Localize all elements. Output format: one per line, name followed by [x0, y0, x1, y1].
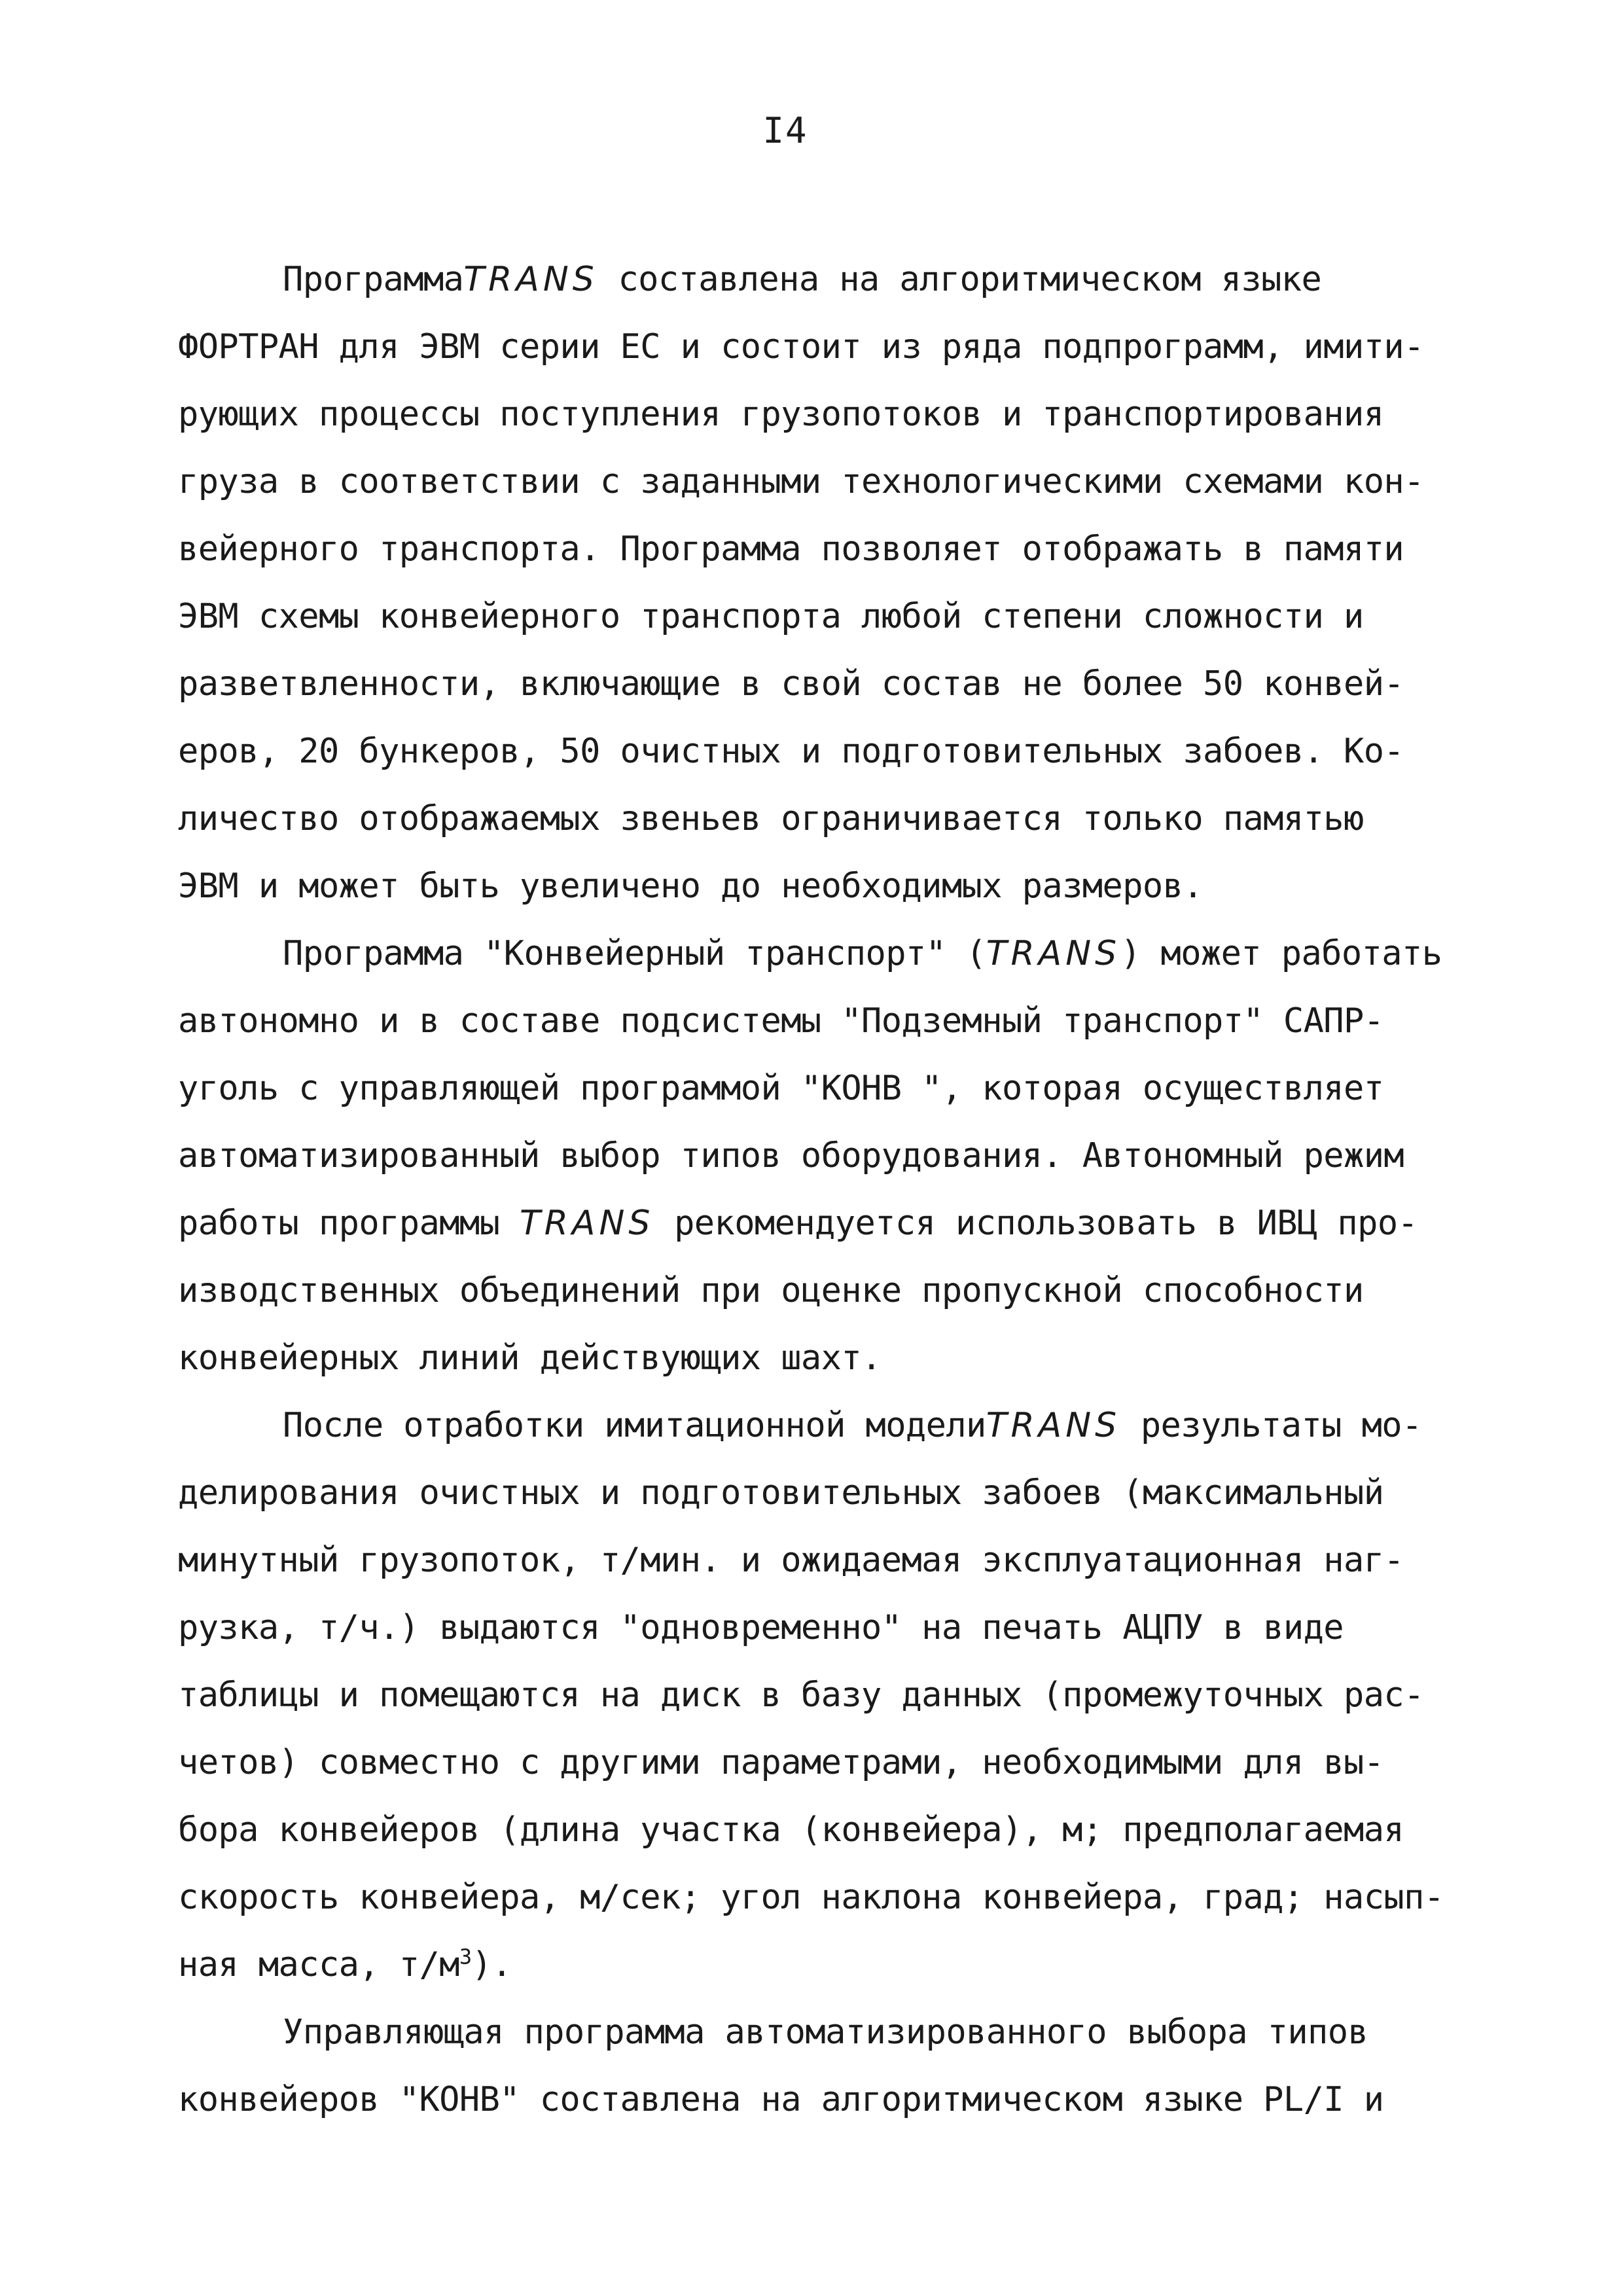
text-line: [178, 1931, 1487, 1999]
text-line: [178, 1055, 1487, 1122]
text-run: автономно и в составе подсистемы "Подземный транспорт" САПР-: [178, 1001, 1384, 1041]
text-run: ФОРТРАН для ЭВМ серии ЕС и состоит из ряда подпрограмм, имити-: [178, 327, 1424, 367]
text-line: [178, 1527, 1487, 1594]
text-run: работы программы: [178, 1204, 520, 1243]
text-line: [178, 1460, 1487, 1527]
text-run: Управляющая программа автоматизированного выбора типов: [283, 2013, 1368, 2052]
text-run: рузка, т/ч.) выдаются "одновременно" на печать АЦПУ в виде: [178, 1608, 1344, 1647]
text-run: ).: [471, 1945, 512, 1984]
handwritten-program-name: TRANS: [463, 260, 598, 299]
text-run: Программа "Конвейерный транспорт" (: [283, 934, 986, 973]
text-run: составлена на алгоритмическом языке: [597, 260, 1322, 299]
text-run: личество отображаемых звеньев ограничивается только памятью: [178, 799, 1364, 838]
paragraph: [178, 1392, 1487, 1999]
body-text: [178, 246, 1487, 2134]
text-run: автоматизированный выбор типов оборудования. Автономный режим: [178, 1136, 1404, 1175]
text-run: ная масса, т/м: [178, 1945, 459, 1984]
text-line: [178, 1662, 1487, 1729]
text-run: бора конвейеров (длина участка (конвейера), м; предполагаемая: [178, 1810, 1404, 1850]
text-run: минутный грузопоток, т/мин. и ожидаемая эксплуатационная наг-: [178, 1541, 1404, 1580]
text-run: рекомендуется использовать в ИВЦ про-: [654, 1204, 1418, 1243]
text-line: [178, 1864, 1487, 1931]
text-line: [178, 2066, 1487, 2134]
text-run: конвейерных линий действующих шахт.: [178, 1338, 882, 1378]
text-run: четов) совместно с другими параметрами, необходимыми для вы-: [178, 1743, 1384, 1782]
text-line: [178, 988, 1487, 1055]
page-number: I4: [762, 110, 808, 151]
paragraph: [178, 920, 1487, 1392]
text-line: [178, 1190, 1487, 1257]
text-run: Программа: [283, 260, 464, 299]
handwritten-program-name: TRANS: [986, 934, 1121, 973]
superscript: 3: [459, 1944, 472, 1969]
handwritten-program-name: TRANS: [520, 1204, 654, 1243]
paragraph: [178, 1999, 1487, 2134]
text-run: После отработки имитационной модели: [283, 1406, 986, 1445]
text-line: [178, 246, 1487, 314]
text-run: ЭВМ схемы конвейерного транспорта любой степени сложности и: [178, 597, 1364, 636]
text-line: [178, 1257, 1487, 1325]
text-run: делирования очистных и подготовительных забоев (максимальный: [178, 1473, 1384, 1513]
text-run: груза в соответствии с заданными технологическими схемами кон-: [178, 462, 1424, 501]
text-line: [178, 314, 1487, 381]
text-line: [178, 448, 1487, 516]
text-run: ) может работать: [1120, 934, 1442, 973]
text-line: [178, 718, 1487, 785]
text-line: [178, 583, 1487, 651]
text-line: [178, 853, 1487, 920]
text-line: [178, 785, 1487, 853]
paragraph: [178, 246, 1487, 920]
text-line: [178, 1999, 1487, 2066]
text-line: [178, 1729, 1487, 1797]
text-run: уголь с управляющей программой "КОНВ ", которая осуществляет: [178, 1069, 1384, 1108]
text-run: конвейеров "КОНВ" составлена на алгоритмическом языке PL/I и: [178, 2080, 1384, 2119]
text-run: результаты мо-: [1120, 1406, 1422, 1445]
text-line: [178, 1325, 1487, 1392]
text-line: [178, 381, 1487, 448]
text-line: [178, 1594, 1487, 1662]
text-run: изводственных объединений при оценке пропускной способности: [178, 1271, 1364, 1310]
text-line: [178, 920, 1487, 988]
handwritten-program-name: TRANS: [986, 1406, 1121, 1445]
text-line: [178, 1122, 1487, 1190]
text-run: еров, 20 бункеров, 50 очистных и подготовительных забоев. Ко-: [178, 732, 1404, 771]
text-line: [178, 651, 1487, 718]
text-run: разветвленности, включающие в свой состав не более 50 конвей-: [178, 664, 1404, 704]
text-run: таблицы и помещаются на диск в базу данных (промежуточных рас-: [178, 1676, 1424, 1715]
text-line: [178, 1797, 1487, 1864]
text-line: [178, 1392, 1487, 1460]
text-run: рующих процессы поступления грузопотоков и транспортирования: [178, 395, 1384, 434]
text-run: вейерного транспорта. Программа позволяет отображать в памяти: [178, 529, 1404, 569]
text-run: скорость конвейера, м/сек; угол наклона конвейера, град; насып-: [178, 1878, 1444, 1917]
text-line: [178, 516, 1487, 583]
text-run: ЭВМ и может быть увеличено до необходимых размеров.: [178, 867, 1204, 906]
